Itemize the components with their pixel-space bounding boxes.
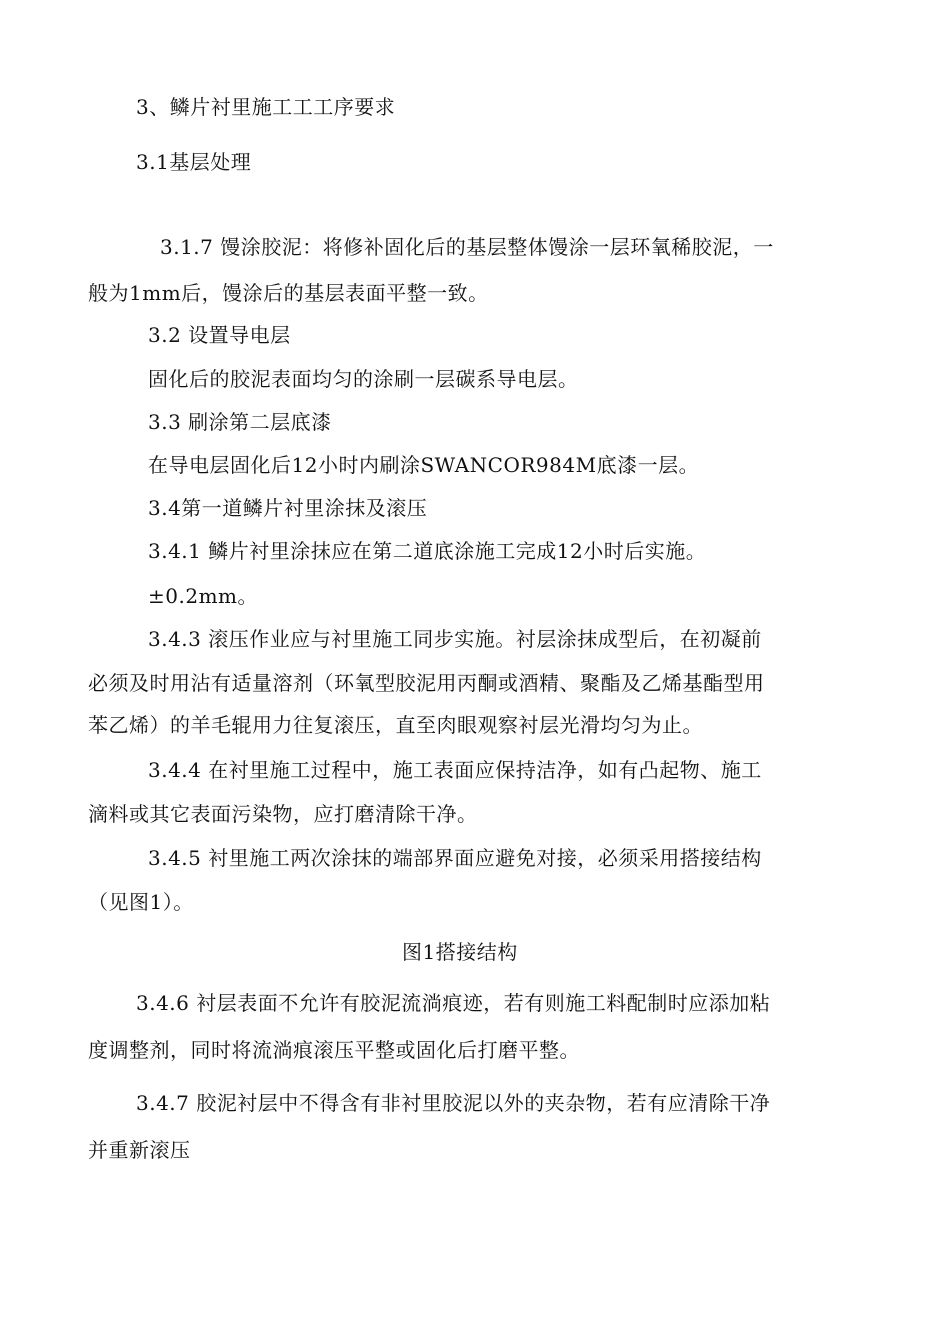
- subsection-heading-3-4: 3.4第一道鳞片衬里涂抹及滚压: [148, 496, 428, 520]
- paragraph-3-4-7-line-2: 并重新滚压: [88, 1138, 191, 1162]
- paragraph-3-4-3-line-2: 必须及时用沾有适量溶剂（环氧型胶泥用丙酮或酒精、聚酯及乙烯基酯型用: [88, 671, 765, 695]
- paragraph-3-4-5-line-2: （见图1）。: [88, 890, 194, 914]
- paragraph-3-4-4-line-2: 滴料或其它表面污染物，应打磨清除干净。: [88, 802, 478, 826]
- figure-caption: 图1搭接结构: [402, 940, 518, 964]
- paragraph-3-2: 固化后的胶泥表面均匀的涂刷一层碳系导电层。: [148, 367, 579, 391]
- paragraph-3-3: 在导电层固化后12小时内刷涂SWANCOR984M底漆一层。: [148, 453, 700, 477]
- paragraph-3-4-5-line-1: 3.4.5 衬里施工两次涂抹的端部界面应避免对接，必须采用搭接结构: [148, 846, 762, 870]
- paragraph-3-4-3-line-3: 苯乙烯）的羊毛辊用力往复滚压，直至肉眼观察衬层光滑均匀为止。: [88, 713, 703, 737]
- subsection-heading-3-2: 3.2 设置导电层: [148, 323, 291, 347]
- paragraph-3-1-7-line-1: 3.1.7 馒涂胶泥：将修补固化后的基层整体馒涂一层环氧稀胶泥，一: [160, 235, 774, 259]
- subsection-heading-3-1: 3.1基层处理: [136, 150, 252, 174]
- paragraph-3-1-7-line-2: 般为1mm后，馒涂后的基层表面平整一致。: [88, 281, 489, 305]
- paragraph-3-4-7-line-1: 3.4.7 胶泥衬层中不得含有非衬里胶泥以外的夹杂物，若有应清除干净: [136, 1091, 771, 1115]
- paragraph-3-4-4-line-1: 3.4.4 在衬里施工过程中，施工表面应保持洁净，如有凸起物、施工: [148, 758, 762, 782]
- section-heading-3: 3、鳞片衬里施工工工序要求: [136, 95, 396, 119]
- paragraph-tolerance: ±0.2mm。: [148, 584, 258, 608]
- subsection-heading-3-3: 3.3 刷涂第二层底漆: [148, 410, 332, 434]
- paragraph-3-4-1: 3.4.1 鳞片衬里涂抹应在第二道底涂施工完成12小时后实施。: [148, 539, 707, 563]
- paragraph-3-4-6-line-1: 3.4.6 衬层表面不允许有胶泥流淌痕迹，若有则施工料配制时应添加粘: [136, 991, 771, 1015]
- paragraph-3-4-6-line-2: 度调整剂，同时将流淌痕滚压平整或固化后打磨平整。: [88, 1038, 580, 1062]
- paragraph-3-4-3-line-1: 3.4.3 滚压作业应与衬里施工同步实施。衬层涂抹成型后，在初凝前: [148, 627, 762, 651]
